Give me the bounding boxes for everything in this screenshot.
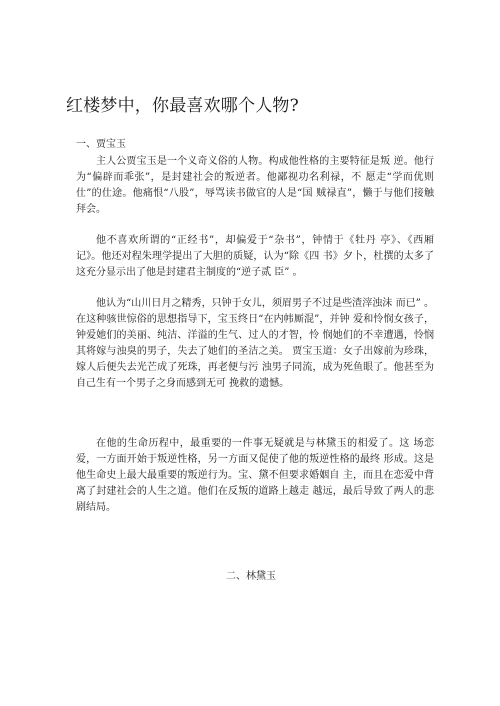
paragraph: 主人公贾宝玉是一个义奇义俗的人物。构成他性格的主要特征是叛 逆。他行为“偏辟而乖张”，是封建社会的叛逆者。他鄙视功名利禄，不 愿走“学而优则仕”的仕途。他痛恨“八股”，辱骂读书做官的人是“国 贼禄直”，懒于与他们接触拜会。: [76, 156, 434, 215]
paragraph: 在他的生命历程中，最重要的一件事无疑就是与林黛玉的相爱了。这 场恋爱，一方面开始于叛逆性格，另一方面又促使了他的叛逆性格的最终 形成。这是他生命史上最大最重要的叛逆行为。宝、黛不但要求婚姻自 主，而且在恋爱中背离了封建社会的人生之道。他们在反叛的道路上越走 越远，最后导致了两人的悲剧结局。: [76, 438, 434, 513]
paragraph: 他认为“山川日月之精秀，只钟于女儿，须眉男子不过是些渣滓浊沫 而已” 。在这种骇世惊俗的思想指导下，宝玉终日“在内帏厮混”，并钟 爱和怜悯女孩子，钟爱她们的美丽、纯洁、洋溢的生气、过人的才智，怜 悯她们的不幸遭遇，怜悯其将嫁与浊臭的男子，失去了她们的圣洁之美。 贾宝玉道：女子出嫁前为珍珠，嫁人后便失去光芒成了死珠，再老便与污 浊男子同流，成为死鱼眼了。他甚至为自己生有一个男子之身而感到无可 挽救的遗憾。: [76, 298, 434, 389]
section-heading-jia-baoyu: 一、贾宝玉: [76, 139, 126, 150]
section-heading-lin-daiyu: 二、林黛玉: [226, 571, 276, 582]
page-title: 红楼梦中，你最喜欢哪个人物?: [66, 96, 299, 116]
paragraph: 他不喜欢所谓的“正经书”，却偏爱于“杂书”，钟情于《牡丹 亭》、《西厢记》。他还对程朱理学提出了大胆的质疑，认为“除《四 书》夕卜，杜撰的太多了这充分显示出了他是封建君主制度的“逆子贰 臣” 。: [76, 235, 434, 278]
